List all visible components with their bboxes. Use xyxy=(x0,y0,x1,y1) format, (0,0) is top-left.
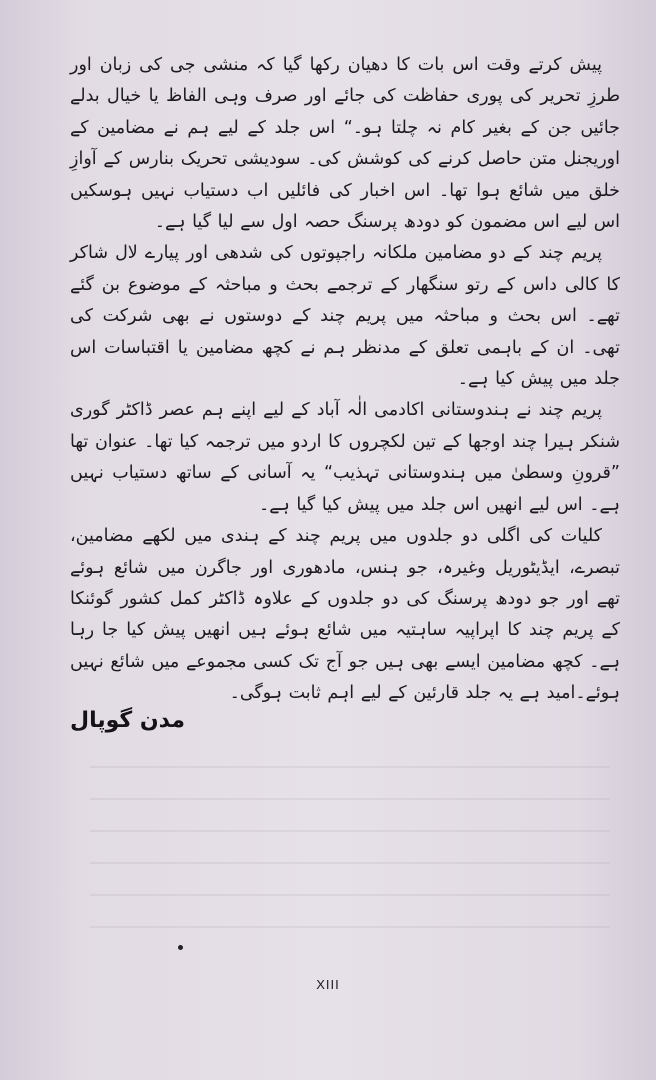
bleed-through-shadow xyxy=(90,740,610,940)
page-number: XIII xyxy=(316,977,340,992)
ink-dot xyxy=(178,945,183,950)
signature-text: مدن گوپال xyxy=(70,708,185,733)
paragraph-1: پیش کرتے وقت اس بات کا دھیان رکھا گیا کہ منشی جی کی زبان اور طرزِ تحریر کی پوری حفاظت کی جائے اور صرف وہی الفاظ یا خیال بدلے جائیں جن کے بغیر کام نہ چلتا ہو۔“ اس جلد کے لیے ہم نے مضامین کے اوریجنل متن حاصل کرنے کی کوشش کی۔ سودیشی تحریک بنارس کے آوازِ خلق میں شائع ہوا تھا۔ اس اخبار کی فائلیں اب دستیاب نہیں ہوسکیں اس لیے اس مضمون کو دودھ پرسنگ حصہ اول سے لیا گیا ہے۔ xyxy=(70,55,620,233)
body-text xyxy=(70,50,620,710)
paragraph-2: پریم چند کے دو مضامین ملکانہ راجپوتوں کی شدھی اور پیارے لال شاکر کا کالی داس کے رتو سنگھار کے ترجمے بحث و مباحثہ کے موضوع بن گئے تھے۔ اس بحث و مباحثہ میں پریم چند کے دوستوں نے بھی شرکت کی تھی۔ ان کے باہمی تعلق کے مدنظر ہم نے کچھ مضامین یا اقتباسات اس جلد میں پیش کیا ہے۔ xyxy=(70,243,620,390)
paragraph-3: پریم چند نے ہندوستانی اکادمی الٰہ آباد کے لیے اپنے ہم عصر ڈاکٹر گوری شنکر ہیرا چند اوجھا کے تین لکچروں کا اردو میں ترجمہ کیا تھا۔ عنوان تھا ”قرونِ وسطیٰ میں ہندوستانی تہذیب“ یہ آسانی کے ساتھ دستیاب نہیں ہے۔ اس لیے انھیں اس جلد میں پیش کیا گیا ہے۔ xyxy=(70,400,620,515)
paragraph-4: کلیات کی اگلی دو جلدوں میں پریم چند کے ہندی میں لکھے مضامین، تبصرے، ایڈیٹوریل وغیرہ، جو ہنس، مادھوری اور جاگرن میں شائع ہوئے تھے اور جو دودھ پرسنگ کی دو جلدوں کے علاوہ ڈاکٹر کمل کشور گوئنکا کے پریم چند کا اپراپیہ ساہتیہ میں شائع ہوئے ہیں انھیں پیش کیا جا رہا ہے۔ کچھ مضامین ایسے بھی ہیں جو آج تک کسی مجموعے میں شائع نہیں ہوئے۔امید ہے یہ جلد قارئین کے لیے اہم ثابت ہوگی۔ xyxy=(70,526,620,704)
author-signature xyxy=(70,708,185,733)
